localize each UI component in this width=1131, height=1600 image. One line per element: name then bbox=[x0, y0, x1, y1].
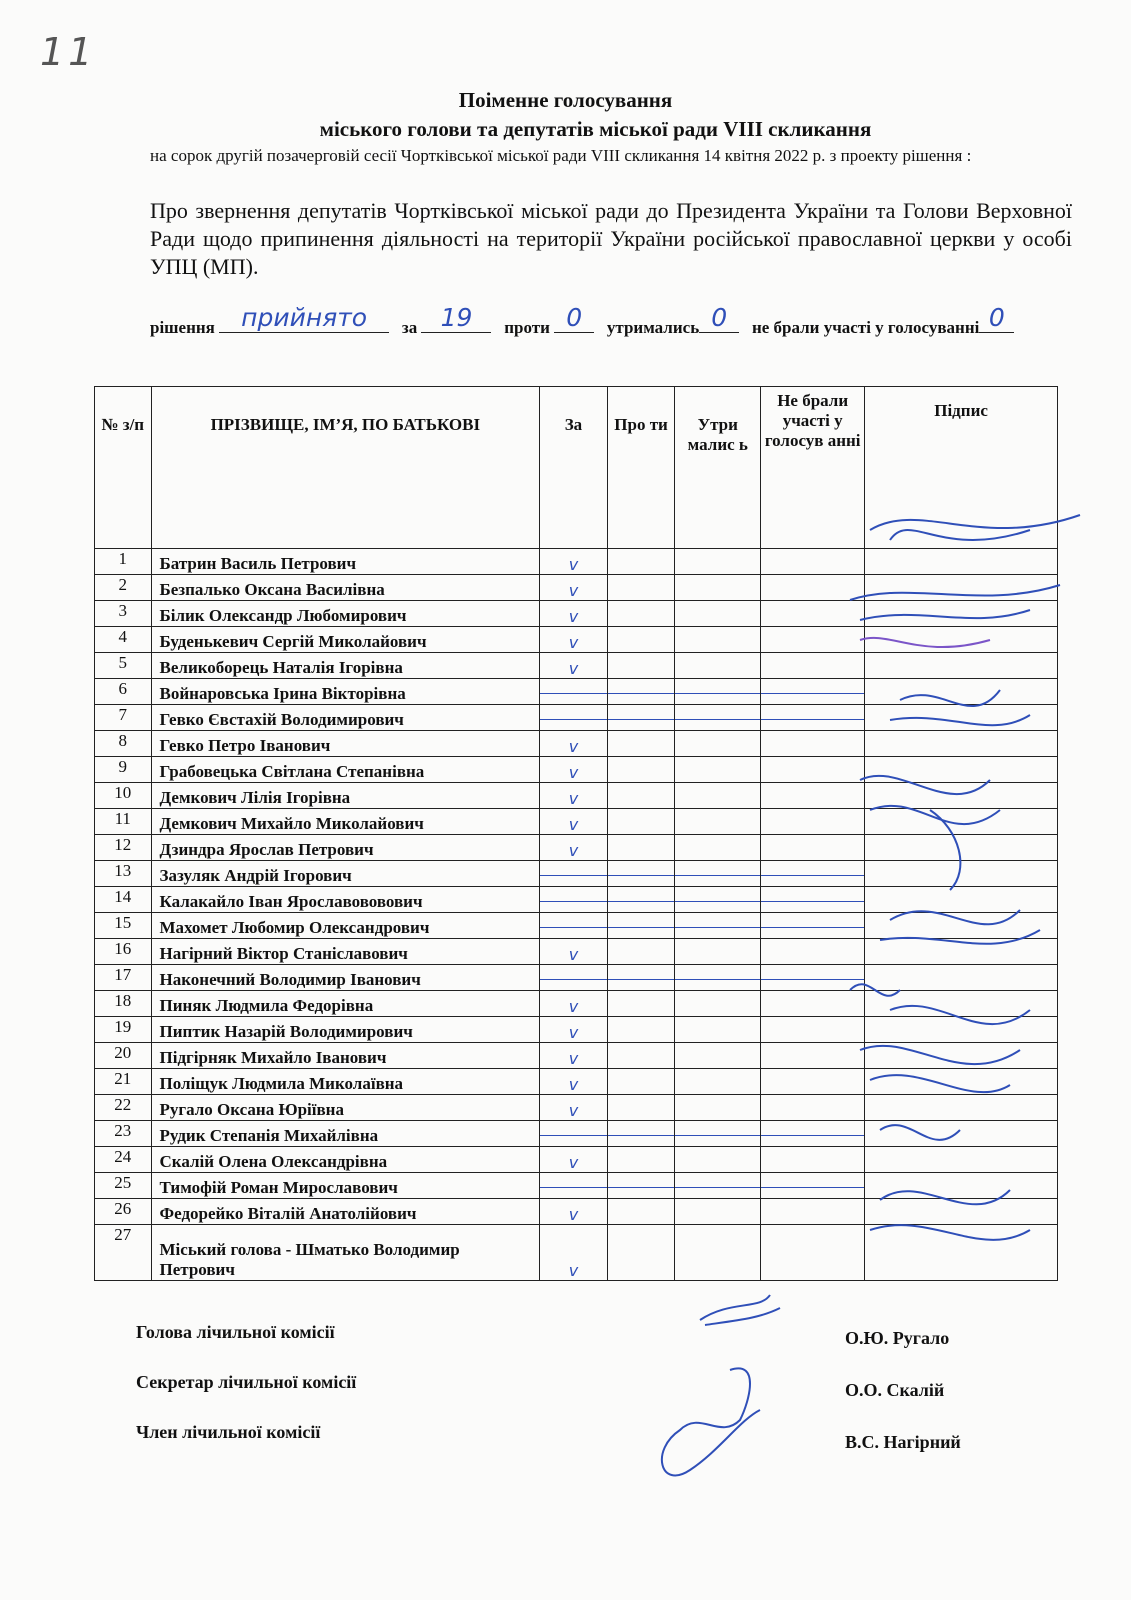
header-number: № з/п bbox=[95, 387, 152, 549]
row-vote-for: v bbox=[540, 809, 608, 835]
row-vote-for: v bbox=[540, 601, 608, 627]
row-name: Зазуляк Андрій Ігорович bbox=[151, 861, 540, 887]
row-vote-abstained bbox=[675, 705, 761, 731]
row-number: 5 bbox=[95, 653, 152, 679]
row-vote-abstained bbox=[675, 575, 761, 601]
row-vote-against bbox=[607, 1147, 675, 1173]
row-vote-abstained bbox=[675, 991, 761, 1017]
row-vote-for: v bbox=[540, 1043, 608, 1069]
row-vote-against bbox=[607, 653, 675, 679]
row-vote-for bbox=[540, 705, 608, 731]
row-name: Буденькевич Сергій Миколайович bbox=[151, 627, 540, 653]
row-number: 11 bbox=[95, 809, 152, 835]
row-vote-abstained bbox=[675, 1017, 761, 1043]
row-number: 16 bbox=[95, 939, 152, 965]
row-number: 21 bbox=[95, 1069, 152, 1095]
row-name: Пиптик Назарій Володимирович bbox=[151, 1017, 540, 1043]
decision-value: прийнято bbox=[241, 303, 368, 332]
row-number: 12 bbox=[95, 835, 152, 861]
row-vote-abstained bbox=[675, 679, 761, 705]
row-vote-for: v bbox=[540, 1095, 608, 1121]
against-label: проти bbox=[504, 318, 550, 337]
row-vote-against bbox=[607, 627, 675, 653]
row-number: 9 bbox=[95, 757, 152, 783]
row-name: Грабовецька Світлана Степанівна bbox=[151, 757, 540, 783]
header-for: За bbox=[540, 387, 608, 549]
decision-field bbox=[219, 303, 389, 333]
for-count: 19 bbox=[440, 303, 473, 332]
row-name: Батрин Василь Петрович bbox=[151, 549, 540, 575]
row-vote-against bbox=[607, 1173, 675, 1199]
vote-result-line bbox=[150, 303, 1070, 340]
row-vote-for: v bbox=[540, 731, 608, 757]
row-vote-abstained bbox=[675, 1147, 761, 1173]
header-signature: Підпис bbox=[865, 387, 1058, 549]
row-name: Гевко Євстахій Володимирович bbox=[151, 705, 540, 731]
row-number: 19 bbox=[95, 1017, 152, 1043]
row-vote-for bbox=[540, 679, 608, 705]
row-vote-for: v bbox=[540, 783, 608, 809]
row-vote-for: v bbox=[540, 1225, 608, 1281]
row-number: 26 bbox=[95, 1199, 152, 1225]
row-number: 8 bbox=[95, 731, 152, 757]
page-number-handwritten: 11 bbox=[40, 30, 97, 74]
row-name: Міський голова - Шматько Володимир Петрович bbox=[151, 1225, 540, 1281]
row-vote-against bbox=[607, 1121, 675, 1147]
row-number: 3 bbox=[95, 601, 152, 627]
row-name: Наконечний Володимир Іванович bbox=[151, 965, 540, 991]
row-vote-against bbox=[607, 757, 675, 783]
row-vote-for: v bbox=[540, 653, 608, 679]
row-name: Рудик Степанія Михайлівна bbox=[151, 1121, 540, 1147]
row-vote-against bbox=[607, 1017, 675, 1043]
row-vote-against bbox=[607, 913, 675, 939]
row-vote-for: v bbox=[540, 1017, 608, 1043]
row-number: 20 bbox=[95, 1043, 152, 1069]
row-vote-abstained bbox=[675, 627, 761, 653]
row-vote-against bbox=[607, 1095, 675, 1121]
row-vote-against bbox=[607, 965, 675, 991]
row-vote-against bbox=[607, 705, 675, 731]
commission-head-role: Голова лічильної комісії bbox=[136, 1322, 335, 1342]
row-vote-abstained bbox=[675, 809, 761, 835]
row-vote-for: v bbox=[540, 1069, 608, 1095]
row-name: Ругало Оксана Юріївна bbox=[151, 1095, 540, 1121]
row-name: Махомет Любомир Олександрович bbox=[151, 913, 540, 939]
row-name: Демкович Лілія Ігорівна bbox=[151, 783, 540, 809]
row-name: Дзиндра Ярослав Петрович bbox=[151, 835, 540, 861]
row-vote-abstained bbox=[675, 835, 761, 861]
row-vote-against bbox=[607, 731, 675, 757]
row-name: Тимофій Роман Мирославович bbox=[151, 1173, 540, 1199]
commission-member-role: Член лічильної комісії bbox=[136, 1422, 321, 1442]
row-number: 23 bbox=[95, 1121, 152, 1147]
row-vote-abstained bbox=[675, 1095, 761, 1121]
commission-secretary-role: Секретар лічильної комісії bbox=[136, 1372, 357, 1392]
row-vote-for: v bbox=[540, 757, 608, 783]
row-name: Пиняк Людмила Федорівна bbox=[151, 991, 540, 1017]
row-vote-for: v bbox=[540, 575, 608, 601]
row-vote-abstained bbox=[675, 1121, 761, 1147]
row-number: 7 bbox=[95, 705, 152, 731]
abstained-field bbox=[699, 303, 739, 333]
row-vote-for: v bbox=[540, 991, 608, 1017]
row-vote-against bbox=[607, 861, 675, 887]
commission-head-name: О.Ю. Ругало bbox=[845, 1328, 950, 1348]
row-vote-against bbox=[607, 835, 675, 861]
row-vote-for: v bbox=[540, 1147, 608, 1173]
row-number: 25 bbox=[95, 1173, 152, 1199]
absent-label: не брали участі у голосуванні bbox=[751, 318, 980, 337]
row-vote-against bbox=[607, 991, 675, 1017]
row-vote-abstained bbox=[675, 783, 761, 809]
row-name: Гевко Петро Іванович bbox=[151, 731, 540, 757]
row-vote-for: v bbox=[540, 549, 608, 575]
row-vote-against bbox=[607, 601, 675, 627]
row-number: 10 bbox=[95, 783, 152, 809]
row-vote-abstained bbox=[675, 731, 761, 757]
row-vote-for bbox=[540, 861, 608, 887]
row-vote-abstained bbox=[675, 1043, 761, 1069]
row-vote-abstained bbox=[675, 939, 761, 965]
row-name: Калакайло Іван Ярославововович bbox=[151, 887, 540, 913]
row-number: 18 bbox=[95, 991, 152, 1017]
row-number: 4 bbox=[95, 627, 152, 653]
row-vote-for bbox=[540, 913, 608, 939]
row-vote-against bbox=[607, 549, 675, 575]
row-vote-abstained bbox=[675, 1225, 761, 1281]
row-name: Білик Олександр Любомирович bbox=[151, 601, 540, 627]
row-vote-against bbox=[607, 1199, 675, 1225]
decision-label: рішення bbox=[150, 318, 215, 337]
row-number: 1 bbox=[95, 549, 152, 575]
row-vote-against bbox=[607, 1043, 675, 1069]
row-name: Федорейко Віталій Анатолійович bbox=[151, 1199, 540, 1225]
against-field bbox=[554, 303, 594, 333]
row-vote-against bbox=[607, 939, 675, 965]
header-name: ПРІЗВИЩЕ, ІМ’Я, ПО БАТЬКОВІ bbox=[151, 387, 540, 549]
row-number: 13 bbox=[95, 861, 152, 887]
row-vote-for: v bbox=[540, 939, 608, 965]
abstained-count: 0 bbox=[711, 303, 728, 332]
member-signatures bbox=[830, 490, 1100, 1290]
row-number: 2 bbox=[95, 575, 152, 601]
row-vote-abstained bbox=[675, 861, 761, 887]
for-label: за bbox=[401, 318, 418, 337]
header-against: Про ти bbox=[607, 387, 675, 549]
row-name: Демкович Михайло Миколайович bbox=[151, 809, 540, 835]
row-vote-abstained bbox=[675, 549, 761, 575]
row-vote-abstained bbox=[675, 1173, 761, 1199]
decision-subject: Про звернення депутатів Чортківської міської ради до Президента України та Голови Верховної Ради щодо припинення діяльності на території України російської православної церкви у особі УПЦ (МП). bbox=[150, 198, 1072, 279]
row-number: 14 bbox=[95, 887, 152, 913]
commission-signatures bbox=[620, 1290, 800, 1510]
row-vote-for: v bbox=[540, 627, 608, 653]
row-vote-abstained bbox=[675, 1199, 761, 1225]
for-field bbox=[421, 303, 491, 333]
row-vote-for: v bbox=[540, 835, 608, 861]
row-number: 24 bbox=[95, 1147, 152, 1173]
document-subtitle: міського голови та депутатів міської ради VIII скликання bbox=[319, 117, 872, 141]
row-number: 27 bbox=[95, 1225, 152, 1281]
header-absent: Не брали участі у голосув анні bbox=[761, 387, 865, 549]
row-vote-for: v bbox=[540, 1199, 608, 1225]
absent-field bbox=[979, 303, 1014, 333]
row-vote-for bbox=[540, 887, 608, 913]
row-vote-against bbox=[607, 679, 675, 705]
row-vote-abstained bbox=[675, 757, 761, 783]
row-name: Безпалько Оксана Василівна bbox=[151, 575, 540, 601]
row-vote-against bbox=[607, 1225, 675, 1281]
row-vote-against bbox=[607, 575, 675, 601]
row-vote-abstained bbox=[675, 601, 761, 627]
row-name: Великоборець Наталія Ігорівна bbox=[151, 653, 540, 679]
row-name: Підгірняк Михайло Іванович bbox=[151, 1043, 540, 1069]
row-vote-for bbox=[540, 965, 608, 991]
header-abstained: Утри малис ь bbox=[675, 387, 761, 549]
row-vote-against bbox=[607, 887, 675, 913]
row-vote-against bbox=[607, 809, 675, 835]
row-name: Поліщук Людмила Миколаївна bbox=[151, 1069, 540, 1095]
commission-member-name: В.С. Нагірний bbox=[845, 1432, 961, 1452]
row-vote-abstained bbox=[675, 913, 761, 939]
row-vote-for bbox=[540, 1173, 608, 1199]
session-description: на сорок другій позачерговій сесії Чортківської міської ради VIII скликання 14 квітня 2022 р. з проекту рішення : bbox=[150, 146, 972, 165]
row-vote-abstained bbox=[675, 1069, 761, 1095]
commission-secretary-name: О.О. Скалій bbox=[845, 1380, 945, 1400]
row-vote-against bbox=[607, 783, 675, 809]
row-vote-abstained bbox=[675, 887, 761, 913]
row-vote-abstained bbox=[675, 653, 761, 679]
row-number: 17 bbox=[95, 965, 152, 991]
row-vote-for bbox=[540, 1121, 608, 1147]
row-vote-against bbox=[607, 1069, 675, 1095]
absent-count: 0 bbox=[988, 303, 1005, 332]
row-name: Скалій Олена Олександрівна bbox=[151, 1147, 540, 1173]
abstained-label: утримались bbox=[606, 318, 700, 337]
against-count: 0 bbox=[566, 303, 583, 332]
document-title: Поіменне голосування bbox=[458, 88, 673, 112]
row-number: 15 bbox=[95, 913, 152, 939]
row-number: 6 bbox=[95, 679, 152, 705]
row-name: Войнаровська Ірина Вікторівна bbox=[151, 679, 540, 705]
row-number: 22 bbox=[95, 1095, 152, 1121]
row-name: Нагірний Віктор Станіславович bbox=[151, 939, 540, 965]
row-vote-abstained bbox=[675, 965, 761, 991]
